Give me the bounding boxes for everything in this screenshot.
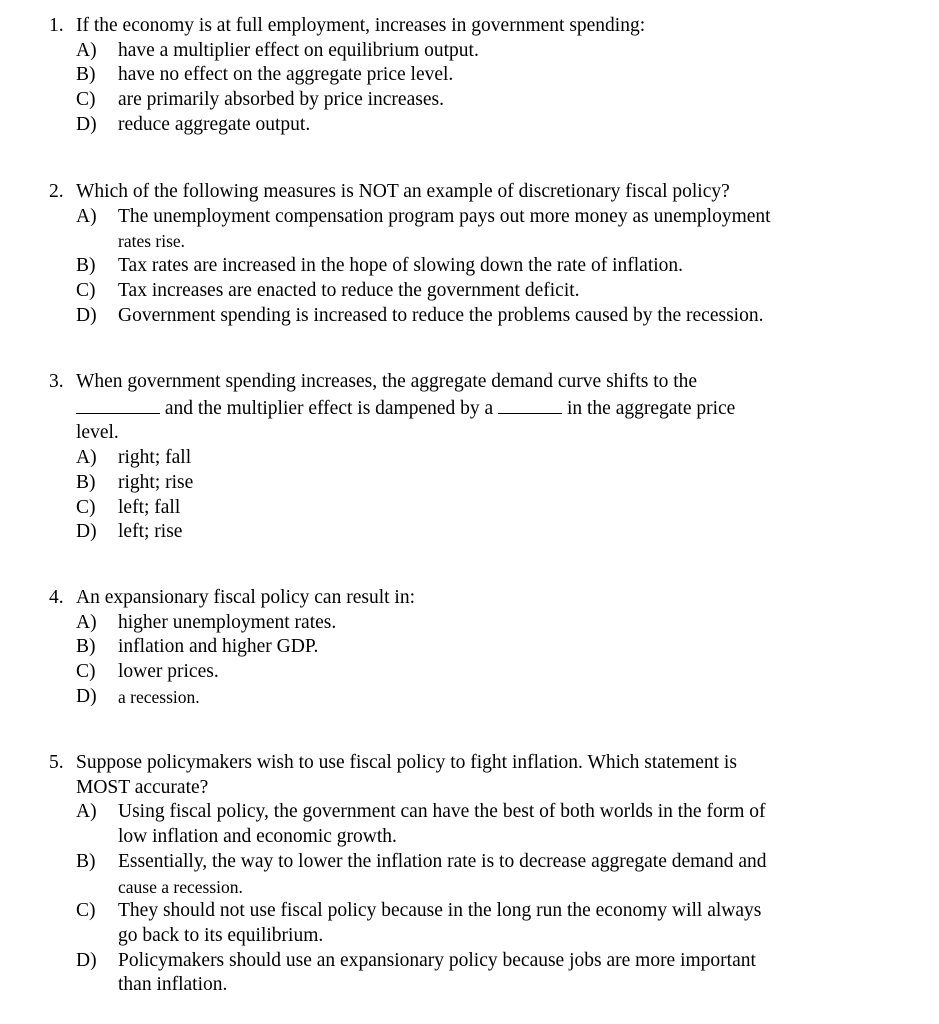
question-text-line-2: MOST accurate? [76,776,209,798]
question-text: If the economy is at full employment, increases in government spending: [76,15,646,36]
answer-option-b[interactable] [49,254,849,279]
option-letter: D) [76,949,97,971]
option-text: a recession. [118,686,200,707]
option-letter: C) [76,89,96,111]
option-text-line-2: low inflation and economic growth. [118,826,397,848]
option-text: right; fall [118,447,192,469]
question-stem [49,751,849,800]
option-letter: B) [76,471,96,493]
option-text: Government spending is increased to reduce the problems caused by the recession. [118,304,764,326]
option-text-line-1: They should not use fiscal policy because in the long run the economy will always [118,900,762,922]
question-text: Which of the following measures is NOT an example of discretionary fiscal policy? [76,181,730,202]
fill-in-blank-2 [498,395,562,414]
question-2 [49,180,849,328]
option-letter: D) [76,685,97,707]
answer-options [49,611,849,711]
option-letter: C) [76,661,96,683]
question-text-line-1: Suppose policymakers wish to use fiscal policy to fight inflation. Which statement is [76,752,737,773]
option-text: lower prices. [118,661,219,683]
answer-option-b[interactable] [49,63,849,88]
answer-option-c[interactable] [49,899,849,948]
question-text: An expansionary fiscal policy can result in: [76,587,415,608]
answer-option-d[interactable] [49,304,849,329]
option-letter: B) [76,64,96,86]
answer-option-a[interactable] [49,611,849,636]
option-text: are primarily absorbed by price increases. [118,89,444,111]
answer-option-c[interactable] [49,88,849,113]
question-1 [49,14,849,138]
answer-option-a[interactable] [49,205,849,254]
option-letter: C) [76,496,96,518]
option-text: reduce aggregate output. [118,113,311,135]
option-text: left; fall [118,496,181,518]
question-number: 1. [49,15,64,36]
option-text: Tax rates are increased in the hope of slowing down the rate of inflation. [118,255,684,277]
option-text: inflation and higher GDP. [118,636,319,658]
question-5 [49,751,849,998]
answer-options [49,205,849,329]
option-text-line-2: rates rise. [118,231,186,252]
question-number: 3. [49,371,64,392]
answer-option-d[interactable] [49,113,849,138]
option-text-line-2: than inflation. [118,974,228,996]
option-text-line-2: go back to its equilibrium. [118,924,324,946]
option-letter: D) [76,304,97,326]
question-text-line-3: level. [76,422,119,444]
option-letter: B) [76,850,96,872]
option-letter: B) [76,636,96,658]
answer-options [49,800,849,998]
answer-option-a[interactable] [49,39,849,64]
question-number: 4. [49,587,64,608]
option-letter: C) [76,279,96,301]
answer-option-a[interactable] [49,800,849,849]
question-stem [49,14,849,39]
option-letter: A) [76,205,97,227]
answer-option-b[interactable] [49,471,849,496]
option-text: left; rise [118,521,183,543]
answer-option-d[interactable] [49,949,849,998]
option-text-line-2: cause a recession. [118,876,243,897]
question-text-line-1: When government spending increases, the aggregate demand curve shifts to the [76,371,698,392]
option-text-line-1: The unemployment compensation program pays out more money as unemployment [118,205,771,227]
option-text: right; rise [118,471,194,493]
option-letter: A) [76,611,97,633]
question-text-end: in the aggregate price [566,397,736,419]
option-letter: C) [76,900,96,922]
option-text: have no effect on the aggregate price level. [118,64,454,86]
question-stem [49,180,849,205]
question-3 [49,370,849,545]
answer-option-d[interactable] [49,685,849,711]
option-text-line-1: Policymakers should use an expansionary policy because jobs are more important [118,949,756,971]
question-number: 5. [49,752,64,773]
option-letter: D) [76,521,97,543]
option-letter: B) [76,255,96,277]
answer-option-c[interactable] [49,279,849,304]
option-letter: A) [76,801,97,823]
option-text: have a multiplier effect on equilibrium output. [118,39,479,61]
option-text: higher unemployment rates. [118,611,337,633]
answer-option-d[interactable] [49,520,849,545]
answer-option-c[interactable] [49,496,849,521]
option-text-line-1: Essentially, the way to lower the inflation rate is to decrease aggregate demand and [118,850,767,872]
option-letter: A) [76,39,97,61]
option-letter: D) [76,113,97,135]
option-letter: A) [76,447,97,469]
option-text-line-1: Using fiscal policy, the government can have the best of both worlds in the form of [118,801,766,823]
question-stem [49,586,849,611]
question-text-line-2 [76,395,849,422]
answer-option-c[interactable] [49,660,849,685]
question-4 [49,586,849,711]
question-text-middle: and the multiplier effect is dampened by a [164,397,494,419]
question-number: 2. [49,181,64,202]
answer-options [49,39,849,138]
answer-option-b[interactable] [49,635,849,660]
option-text: Tax increases are enacted to reduce the government deficit. [118,279,580,301]
question-stem [49,370,849,421]
fill-in-blank-1 [76,395,160,414]
answer-option-a[interactable] [49,446,849,471]
answer-options [49,446,849,545]
answer-option-b[interactable] [49,850,849,899]
